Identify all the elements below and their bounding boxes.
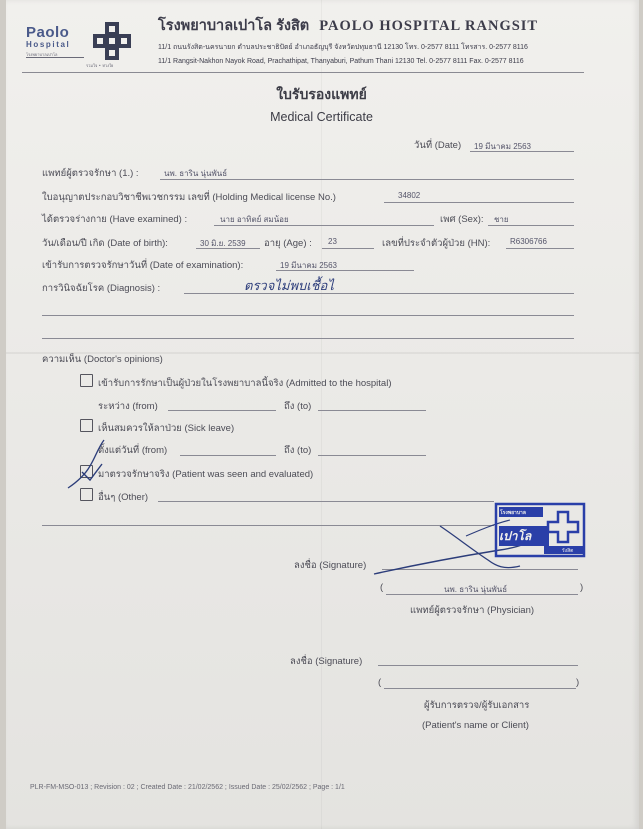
physician-paren-open: ( [380, 582, 384, 593]
license-value: 34802 [398, 191, 421, 200]
stamp-foot: รังสิต [562, 548, 574, 554]
sick-leave-checkbox[interactable] [80, 419, 93, 432]
from-label-1: ระหว่าง (from) [98, 401, 158, 412]
receiver-name-line [384, 688, 576, 689]
age-value: 23 [328, 237, 337, 246]
date-value: 19 มีนาคม 2563 [474, 142, 531, 151]
other-line [158, 501, 494, 502]
document-footer: PLR-FM-MSO-013 ; Revision : 02 ; Created Date : 21/02/2562 ; Issued Date : 25/02/2562 ; Page : 1/1 [30, 784, 345, 791]
certificate-title-en: Medical Certificate [270, 110, 373, 124]
receiver-role-en: (Patient's name or Client) [422, 720, 529, 731]
physician-printed-name: นพ. ธาริน นุ่นพันธ์ [444, 585, 508, 594]
hospital-address-th: 11/1 ถนนรังสิต-นครนายก ตำบลประชาธิปัตย์ อำเภอธัญบุรี จังหวัดปทุมธานี 12130 โทร. 0-2577 8111 โทรสาร. 0-2577 8116 [158, 44, 528, 51]
signature-label-2: ลงชื่อ (Signature) [290, 656, 363, 667]
date-label: วันที่ (Date) [414, 140, 462, 151]
age-line [322, 248, 374, 249]
sick-leave-label: เห็นสมควรให้ลาป่วย (Sick leave) [98, 423, 235, 434]
signature-label-1: ลงชื่อ (Signature) [294, 560, 367, 571]
to-line-2 [318, 455, 426, 456]
sex-line [488, 225, 574, 226]
diagnosis-label: การวินิจฉัยโรค (Diagnosis) : [42, 283, 161, 294]
header-divider [22, 72, 584, 73]
admitted-label: เข้ารับการรักษาเป็นผู้ป่วยในโรงพยาบาลนี้จริง (Admitted to the hospital) [98, 378, 392, 389]
to-label-2: ถึง (to) [284, 445, 312, 456]
hn-label: เลขที่ประจำตัวผู้ป่วย (HN): [382, 238, 491, 249]
sex-label: เพศ (Sex): [440, 214, 484, 225]
certificate-paper [6, 0, 639, 829]
from-line-1 [168, 410, 276, 411]
signature-line-2 [378, 665, 578, 666]
diagnosis-extra-line-2 [42, 338, 574, 339]
logo-slogan: รวมใจ • ห่วงใย [86, 63, 114, 68]
license-line [384, 202, 574, 203]
hn-value: R6306766 [510, 237, 547, 246]
dob-value: 30 มิ.ย. 2539 [200, 239, 246, 248]
stamp-title: โรงพยาบาล [500, 510, 526, 516]
hospital-address-en: 11/1 Rangsit-Nakhon Nayok Road, Prachathipat, Thanyaburi, Pathum Thani 12130 Tel. 0-2577 8111 Fax. 0-2577 8116 [158, 58, 524, 65]
physician-value: นพ. ธาริน นุ่นพันธ์ [164, 169, 228, 178]
examined-label: ได้ตรวจร่างกาย (Have examined) : [42, 214, 188, 225]
stamp-word: เปาโล [499, 529, 532, 543]
from-line-2 [180, 455, 276, 456]
logo-tagline: โรงพยาบาลเปาโล [26, 52, 58, 57]
physician-line [160, 179, 574, 180]
diagnosis-extra-line-1 [42, 315, 574, 316]
diagnosis-value: ตรวจไม่พบเชื้อไ [244, 279, 334, 294]
exam-date-value: 19 มีนาคม 2563 [280, 261, 337, 270]
dob-line [196, 248, 260, 249]
receiver-role-th: ผู้รับการตรวจ/ผู้รับเอกสาร [424, 700, 530, 711]
other-label: อื่นๆ (Other) [98, 492, 149, 503]
diagnosis-line [184, 293, 574, 294]
date-line [470, 151, 574, 152]
logo-subtitle: Hospital [26, 40, 71, 49]
physician-paren-close: ) [580, 582, 584, 593]
to-label-1: ถึง (to) [284, 401, 312, 412]
hospital-stamp [494, 502, 586, 558]
examined-value: นาย อาทิตย์ สมน้อย [220, 215, 289, 224]
opinions-heading: ความเห็น (Doctor's opinions) [42, 354, 163, 365]
exam-date-label: เข้ารับการตรวจรักษาวันที่ (Date of examination): [42, 260, 244, 271]
hospital-logo [26, 20, 138, 70]
logo-underline [26, 57, 84, 58]
sex-value: ชาย [494, 215, 509, 224]
receiver-paren-open: ( [378, 677, 382, 688]
exam-date-line [276, 270, 414, 271]
hospital-name-en: PAOLO HOSPITAL RANGSIT [319, 18, 539, 34]
hn-line [506, 248, 574, 249]
dob-label: วัน/เดือน/ปี เกิด (Date of birth): [42, 238, 168, 249]
admitted-checkbox[interactable] [80, 374, 93, 387]
logo-cross-icon [90, 20, 134, 62]
physician-name-line [386, 594, 578, 595]
license-label: ใบอนุญาตประกอบวิชาชีพเวชกรรม เลขที่ (Holding Medical license No.) [42, 192, 336, 203]
hospital-name-th: โรงพยาบาลเปาโล รังสิต [158, 18, 310, 34]
checkmark-pen-stroke [62, 436, 122, 492]
receiver-paren-close: ) [576, 677, 580, 688]
hospital-name [158, 14, 538, 37]
seen-label: มาตรวจรักษาจริง (Patient was seen and evaluated) [98, 469, 314, 480]
paper-fold-line-vertical [321, 0, 322, 829]
physician-label: แพทย์ผู้ตรวจรักษา (1.) : [42, 168, 139, 179]
to-line-1 [318, 410, 426, 411]
examined-line [214, 225, 434, 226]
age-label: อายุ (Age) : [264, 238, 312, 249]
logo-wordmark: Paolo [26, 24, 70, 41]
from-label-2: ตั้งแต่วันที่ (from) [98, 445, 168, 456]
physician-role: แพทย์ผู้ตรวจรักษา (Physician) [410, 605, 535, 616]
certificate-title-th: ใบรับรองแพทย์ [276, 87, 367, 103]
